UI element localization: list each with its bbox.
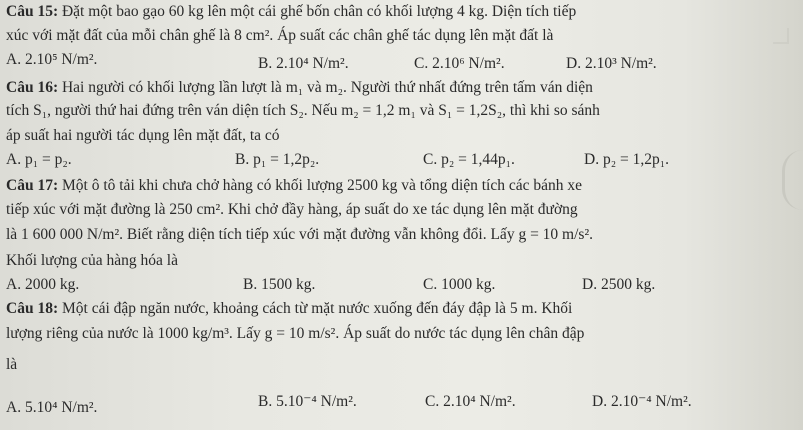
q17-text-1: Một ô tô tải khi chưa chở hàng có khối lượng 2500 kg và tổng diện tích các bánh xe: [58, 177, 583, 194]
page-edge-mark: [782, 150, 803, 210]
q18-text-3: là: [6, 356, 18, 373]
q17-option-b: B. 1500 kg.: [243, 276, 316, 293]
q16-option-a: A. p₁ = p₂.: [6, 151, 72, 168]
q17-option-d: D. 2500 kg.: [582, 276, 656, 293]
q18-option-b: B. 5.10⁻⁴ N/m².: [258, 393, 357, 410]
q16-text-3: áp suất hai người tác dụng lên mặt đất, ta có: [6, 127, 280, 144]
q18-line1: [6, 299, 572, 319]
q15-option-c: C. 2.10⁶ N/m².: [414, 55, 505, 72]
q16-text-1: Hai người có khối lượng lần lượt là m₁ và m₂. Người thứ nhất đứng trên tấm ván diện: [58, 79, 593, 96]
q16-line1: [6, 78, 593, 98]
q17-line1: [6, 176, 582, 196]
q15-line1: [6, 2, 576, 22]
q18-text-1: Một cái đập ngăn nước, khoảng cách từ mặt nước xuống đến đáy đập là 5 m. Khối: [58, 300, 573, 317]
q17-text-2: tiếp xúc với mặt đường là 250 cm². Khi chở đầy hàng, áp suất do xe tác dụng lên mặt đường: [6, 201, 578, 218]
q16-option-d: D. p₂ = 1,2p₁.: [584, 151, 669, 168]
q18-option-c: C. 2.10⁴ N/m².: [425, 393, 516, 410]
q17-option-c: C. 1000 kg.: [423, 276, 496, 293]
q15-option-b: B. 2.10⁴ N/m².: [258, 55, 349, 72]
q15-option-d: D. 2.10³ N/m².: [566, 55, 657, 72]
q17-text-3: là 1 600 000 N/m². Biết rằng diện tích tiếp xúc với mặt đường vẫn không đổi. Lấy g = 10 m/s².: [6, 226, 593, 243]
q16-text-2: tích S₁, người thứ hai đứng trên ván diện tích S₂. Nếu m₂ = 1,2 m₁ và S₁ = 1,2S₂, thì khi so sánh: [6, 102, 600, 119]
q18-option-a: A. 5.10⁴ N/m².: [6, 399, 98, 416]
q15-number: Câu 15:: [6, 3, 59, 20]
q15-option-a: A. 2.10⁵ N/m².: [6, 51, 98, 68]
q18-text-2: lượng riêng của nước là 1000 kg/m³. Lấy g = 10 m/s². Áp suất do nước tác dụng lên chân đập: [6, 325, 585, 342]
q17-number: Câu 17:: [6, 177, 59, 194]
q16-option-c: C. p₂ = 1,44p₁.: [423, 151, 515, 168]
q18-number: Câu 18:: [6, 300, 59, 317]
page-corner-mark: [773, 28, 789, 44]
q15-text-1: Đặt một bao gạo 60 kg lên một cái ghế bốn chân có khối lượng 4 kg. Diện tích tiếp: [58, 3, 577, 20]
q16-number: Câu 16:: [6, 79, 59, 96]
q15-text-2: xúc với mặt đất của mỗi chân ghế là 8 cm². Áp suất các chân ghế tác dụng lên mặt đất là: [6, 27, 554, 44]
q18-option-d: D. 2.10⁻⁴ N/m².: [592, 393, 692, 410]
q16-option-b: B. p₁ = 1,2p₂.: [235, 151, 320, 168]
q17-option-a: A. 2000 kg.: [6, 276, 80, 293]
q17-text-4: Khối lượng của hàng hóa là: [6, 252, 178, 269]
